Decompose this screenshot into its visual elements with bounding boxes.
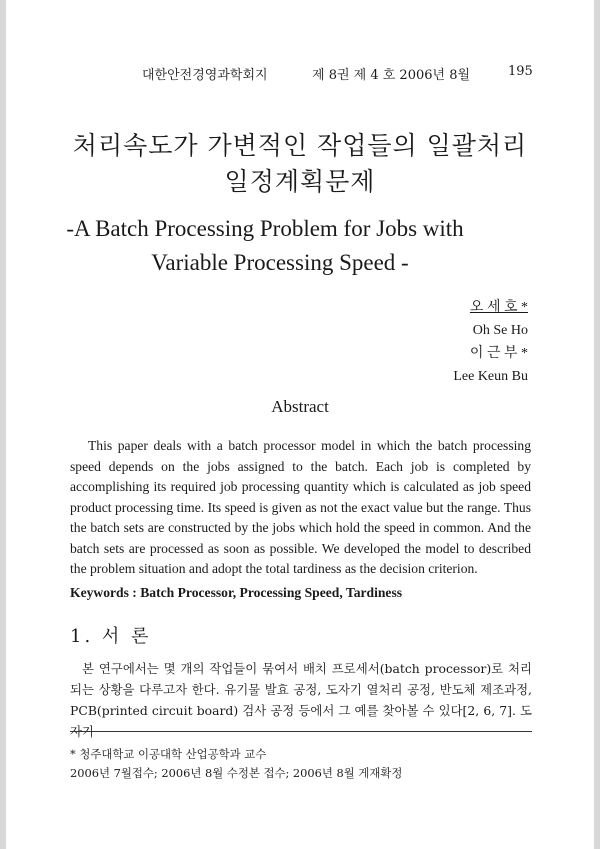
page-number: 195 xyxy=(508,64,533,79)
english-title-line2: Variable Processing Speed - xyxy=(151,250,409,275)
keywords: Keywords : Batch Processor, Processing Speed, Tardiness xyxy=(70,585,403,600)
author2-korean-name: 이 근 부 * xyxy=(469,346,528,361)
abstract-heading: Abstract xyxy=(271,397,329,416)
running-header xyxy=(0,64,600,84)
footnote xyxy=(70,745,402,783)
footnote-dates: 2006년 7월접수; 2006년 8월 수정본 접수; 2006년 8월 게재확정 xyxy=(70,766,403,780)
journal-name: 대한안전경영과학회지 xyxy=(142,68,268,83)
english-title xyxy=(0,212,600,280)
introduction-text: 본 연구에서는 몇 개의 작업들이 묶여서 배치 프로세서(batch processor)로 처리되는 상황을 다루고자 한다. 유기물 발효 공정, 도자기 열처리 공정, 반도체 제조과정, PCB(printed circuit board) 검사 공정 등에서 그 예를 찾아볼 수 있다[2, 6, 7]. 도자기 xyxy=(70,661,532,739)
abstract-text: This paper deals with a batch processor model in which the batch processing speed depends on the jobs assigned to the batch. Each job is completed by accomplishing its required job processing quantity which is calculated as job speed product processing time. Its speed is given as not the exact value but the range. Thus the batch sets are constructed by the jobs which hold the speed in common. And the batch sets are processed as soon as possible. We developed the model to described the problem situation and adopt the total tardiness as the decision criterion. xyxy=(70,438,531,576)
korean-title xyxy=(0,128,600,200)
issue-info: 제 8권 제 4 호 2006년 8월 xyxy=(312,68,471,83)
english-title-line1: -A Batch Processing Problem for Jobs with xyxy=(66,216,464,241)
korean-title-line1: 처리속도가 가변적인 작업들의 일괄처리 xyxy=(72,131,528,160)
korean-title-line2: 일정계획문제 xyxy=(224,167,376,196)
section-heading-introduction: 1. 서 론 xyxy=(70,626,152,647)
footnote-divider xyxy=(70,731,532,732)
author2-english-name: Lee Keun Bu xyxy=(453,369,528,384)
author1-english-name: Oh Se Ho xyxy=(472,323,528,338)
author1-korean-name: 오 세 호 * xyxy=(469,300,528,315)
footnote-affiliation: * 청주대학교 이공대학 산업공학과 교수 xyxy=(70,747,267,761)
author-block xyxy=(453,296,528,388)
